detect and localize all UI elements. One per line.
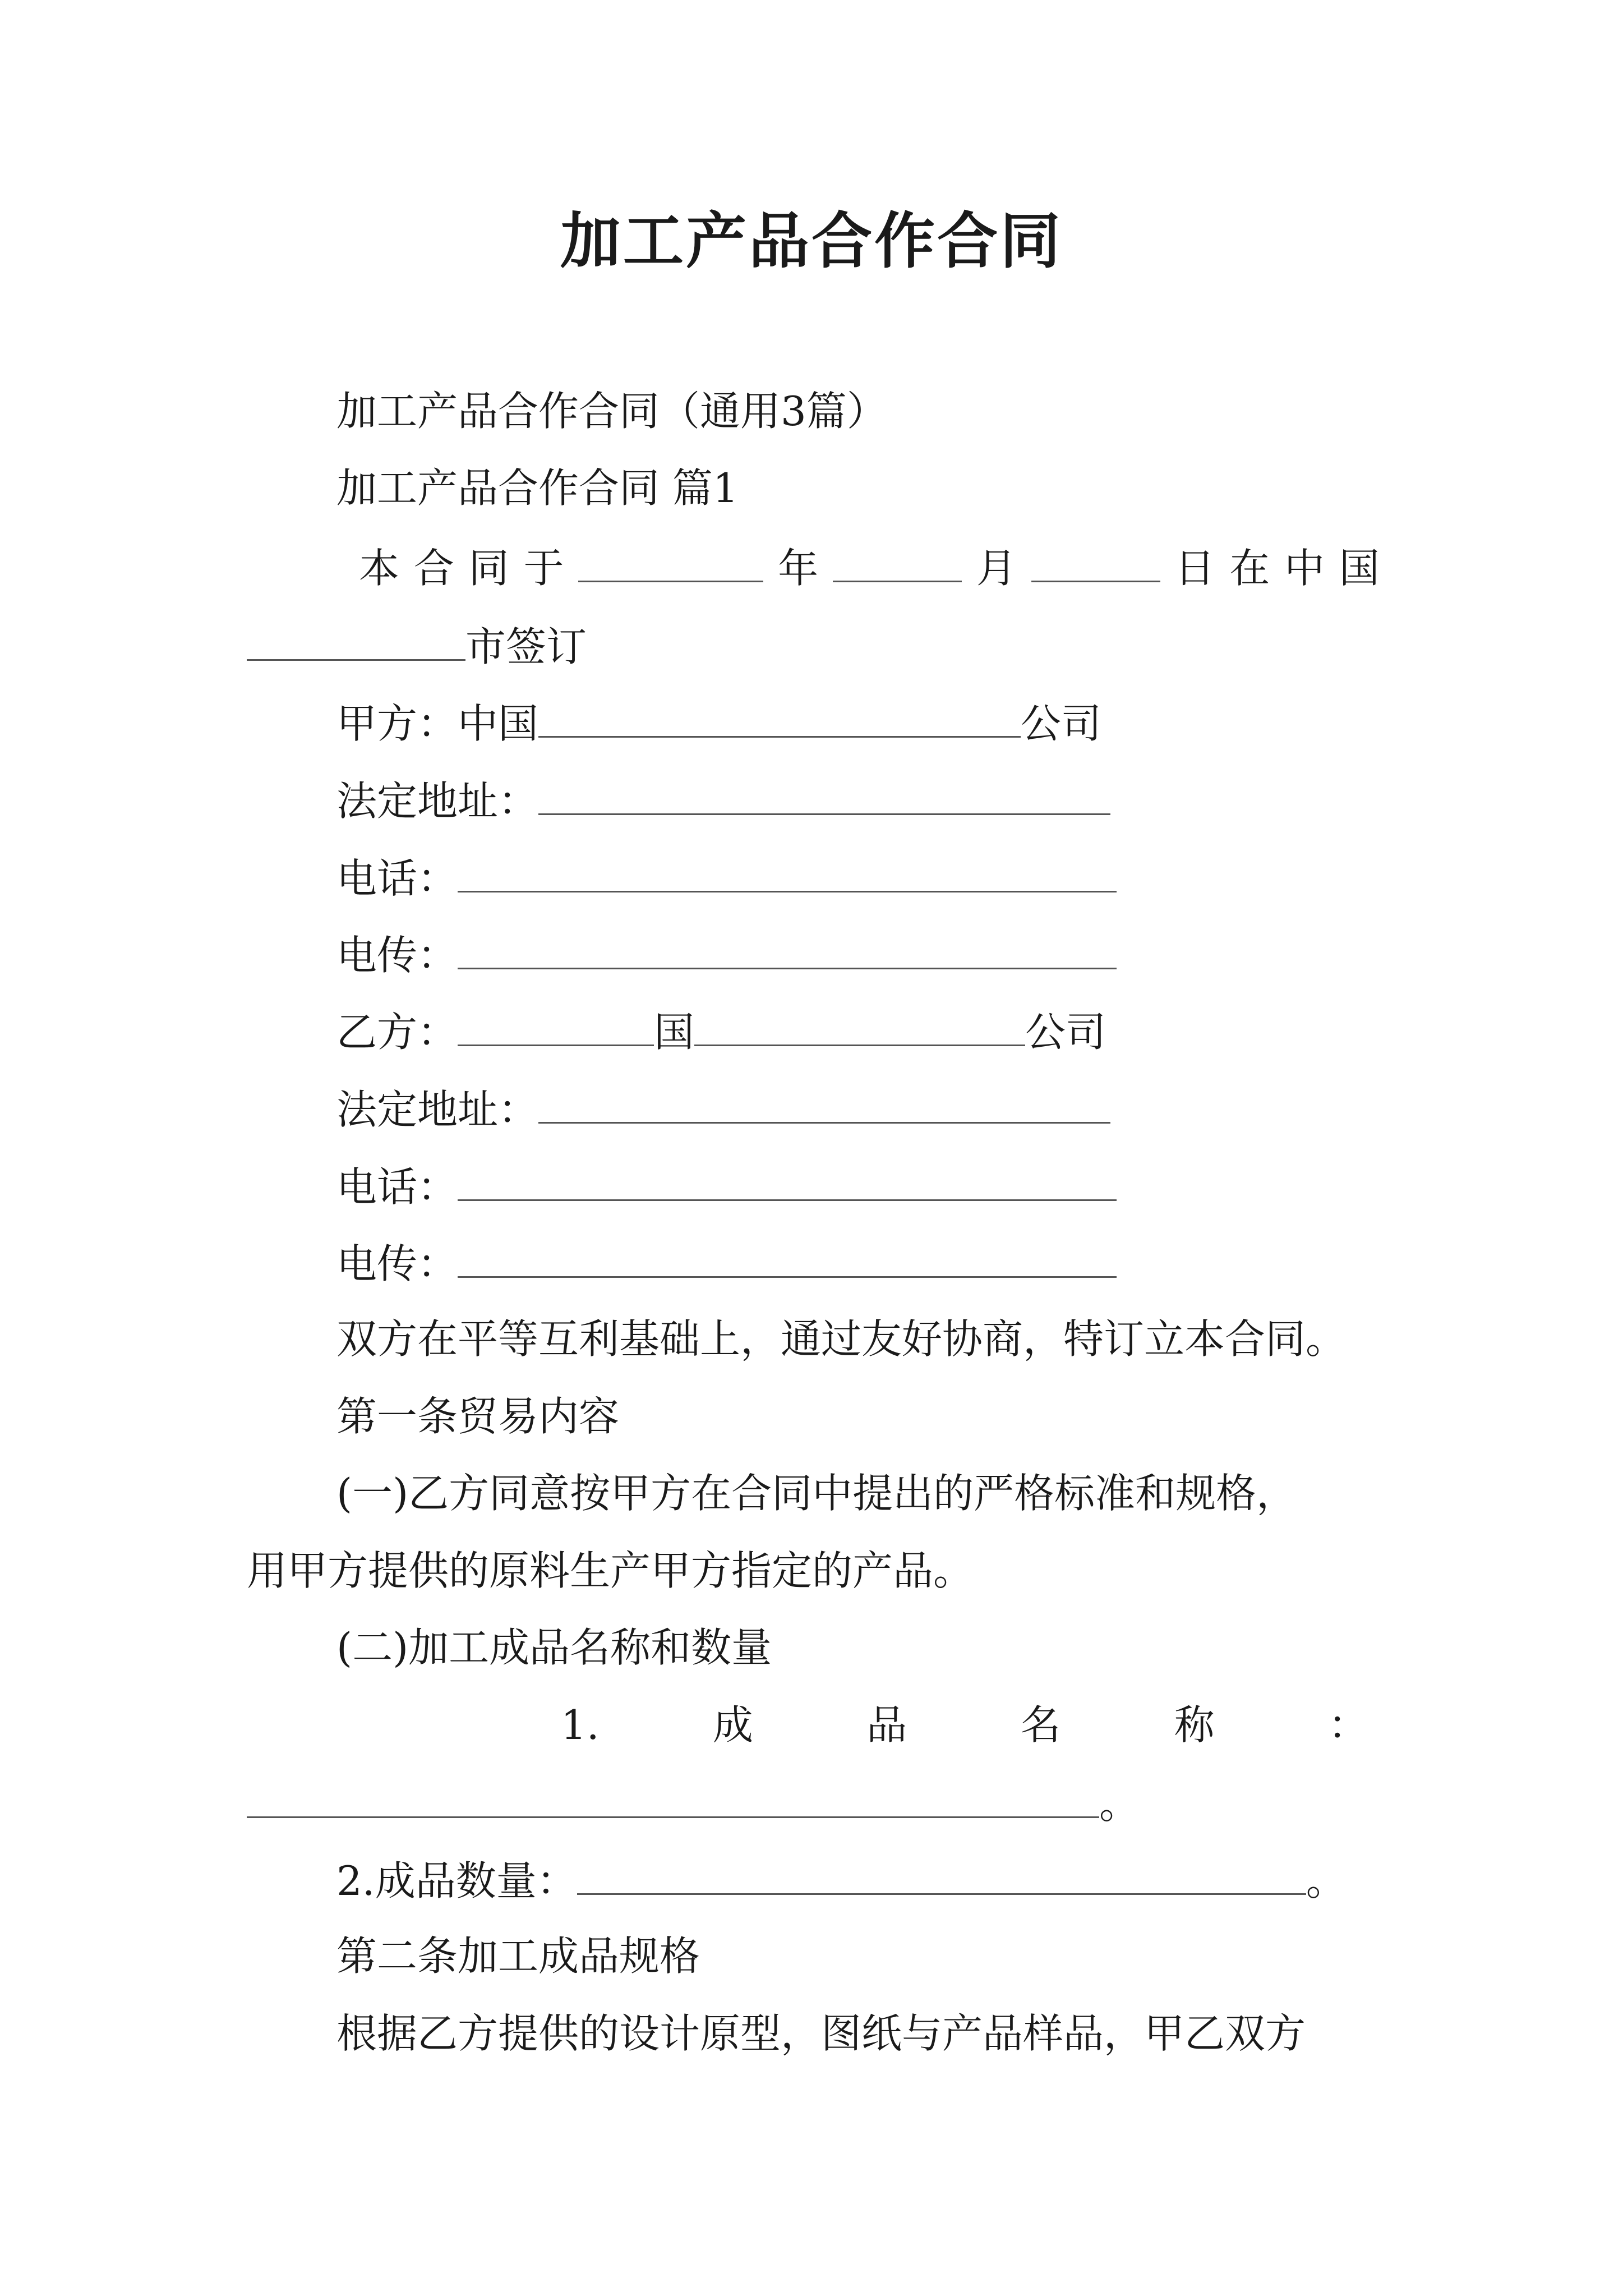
- article2-heading: 第二条加工成品规格: [336, 1932, 700, 1980]
- item2-line: [336, 1848, 1347, 1912]
- party-b-line: [336, 1000, 1106, 1063]
- item1-char: 称: [1174, 1701, 1215, 1749]
- party-a-phone-label: 电话：: [336, 855, 458, 902]
- party-a-name-blank: [538, 691, 1021, 738]
- party-a-address-label: 法定地址：: [336, 777, 539, 825]
- party-a-fax-line: [336, 923, 1117, 986]
- section-heading: 加工产品合作合同 篇1: [336, 464, 739, 512]
- party-a-suffix: 公司: [1021, 700, 1102, 747]
- party-a-phone-blank: [458, 846, 1117, 892]
- party-b-name-blank: [694, 1000, 1025, 1046]
- party-a-line: [336, 691, 1101, 754]
- party-b-fax-blank: [458, 1231, 1117, 1278]
- signing-char: 中: [1284, 545, 1325, 592]
- item1-char: 成: [712, 1701, 753, 1749]
- party-b-fax-line: [336, 1231, 1117, 1295]
- party-a-label: 甲方：中国: [336, 700, 539, 747]
- item2-label: 2.成品数量：: [336, 1857, 577, 1904]
- signing-char: 合: [413, 545, 454, 592]
- item1-end: 。: [1099, 1780, 1140, 1828]
- party-b-country-blank: [458, 1000, 654, 1046]
- signing-char: 国: [1339, 545, 1380, 592]
- city-line: [247, 614, 587, 678]
- party-b-phone-line: [336, 1154, 1117, 1218]
- party-a-phone-line: [336, 846, 1117, 909]
- party-b-address-line: [336, 1077, 1110, 1140]
- signing-char: 在: [1229, 545, 1270, 592]
- day-label: 日: [1174, 545, 1215, 592]
- item1-char: 品: [866, 1701, 907, 1749]
- item2-quantity-blank: [577, 1848, 1306, 1895]
- article1-clause2: (二)加工成品名称和数量: [336, 1624, 772, 1671]
- item2-end: 。: [1306, 1857, 1347, 1904]
- signing-char: 于: [523, 545, 564, 592]
- preamble: 双方在平等互利基础上，通过友好协商，特订立本合同。: [336, 1315, 1347, 1363]
- party-b-fax-label: 电传：: [336, 1240, 458, 1287]
- signing-line: [359, 536, 1380, 599]
- item1-colon: ：: [1327, 1701, 1368, 1749]
- document-title: 加工产品合作合同: [560, 206, 1063, 277]
- day-blank: [1031, 536, 1160, 582]
- year-blank: [578, 536, 763, 582]
- party-a-fax-blank: [458, 923, 1117, 969]
- party-b-phone-label: 电话：: [336, 1163, 458, 1211]
- party-b-address-label: 法定地址：: [336, 1086, 539, 1133]
- article1-clause1-line2: 用甲方提供的原料生产甲方指定的产品。: [247, 1547, 974, 1594]
- party-b-country: 国: [654, 1009, 695, 1056]
- item1-name-blank: [247, 1772, 1099, 1818]
- month-blank: [833, 536, 962, 582]
- signing-char: 同: [468, 545, 509, 592]
- party-b-label: 乙方：: [336, 1009, 458, 1056]
- year-label: 年: [778, 545, 819, 592]
- party-b-phone-blank: [458, 1154, 1117, 1201]
- signing-char: 本: [359, 545, 400, 592]
- article2-text: 根据乙方提供的设计原型，图纸与产品样品，甲乙双方: [336, 2010, 1306, 2057]
- city-blank: [247, 614, 465, 661]
- party-b-suffix: 公司: [1025, 1009, 1106, 1056]
- city-suffix: 市签订: [465, 623, 587, 670]
- item1-char: 名: [1020, 1701, 1061, 1749]
- month-label: 月: [976, 545, 1017, 592]
- article1-heading: 第一条贸易内容: [336, 1393, 620, 1440]
- item1-line: [561, 1694, 1368, 1756]
- party-a-address-line: [336, 769, 1110, 832]
- item1-number: 1.: [561, 1701, 600, 1749]
- item1-blank-line: [247, 1772, 1140, 1835]
- party-b-address-blank: [538, 1077, 1110, 1124]
- article1-clause1-line1: (一)乙方同意按甲方在合同中提出的严格标准和规格，: [336, 1470, 1297, 1517]
- party-a-fax-label: 电传：: [336, 932, 458, 979]
- party-a-address-blank: [538, 769, 1110, 815]
- document-subtitle: 加工产品合作合同（通用3篇）: [336, 388, 887, 435]
